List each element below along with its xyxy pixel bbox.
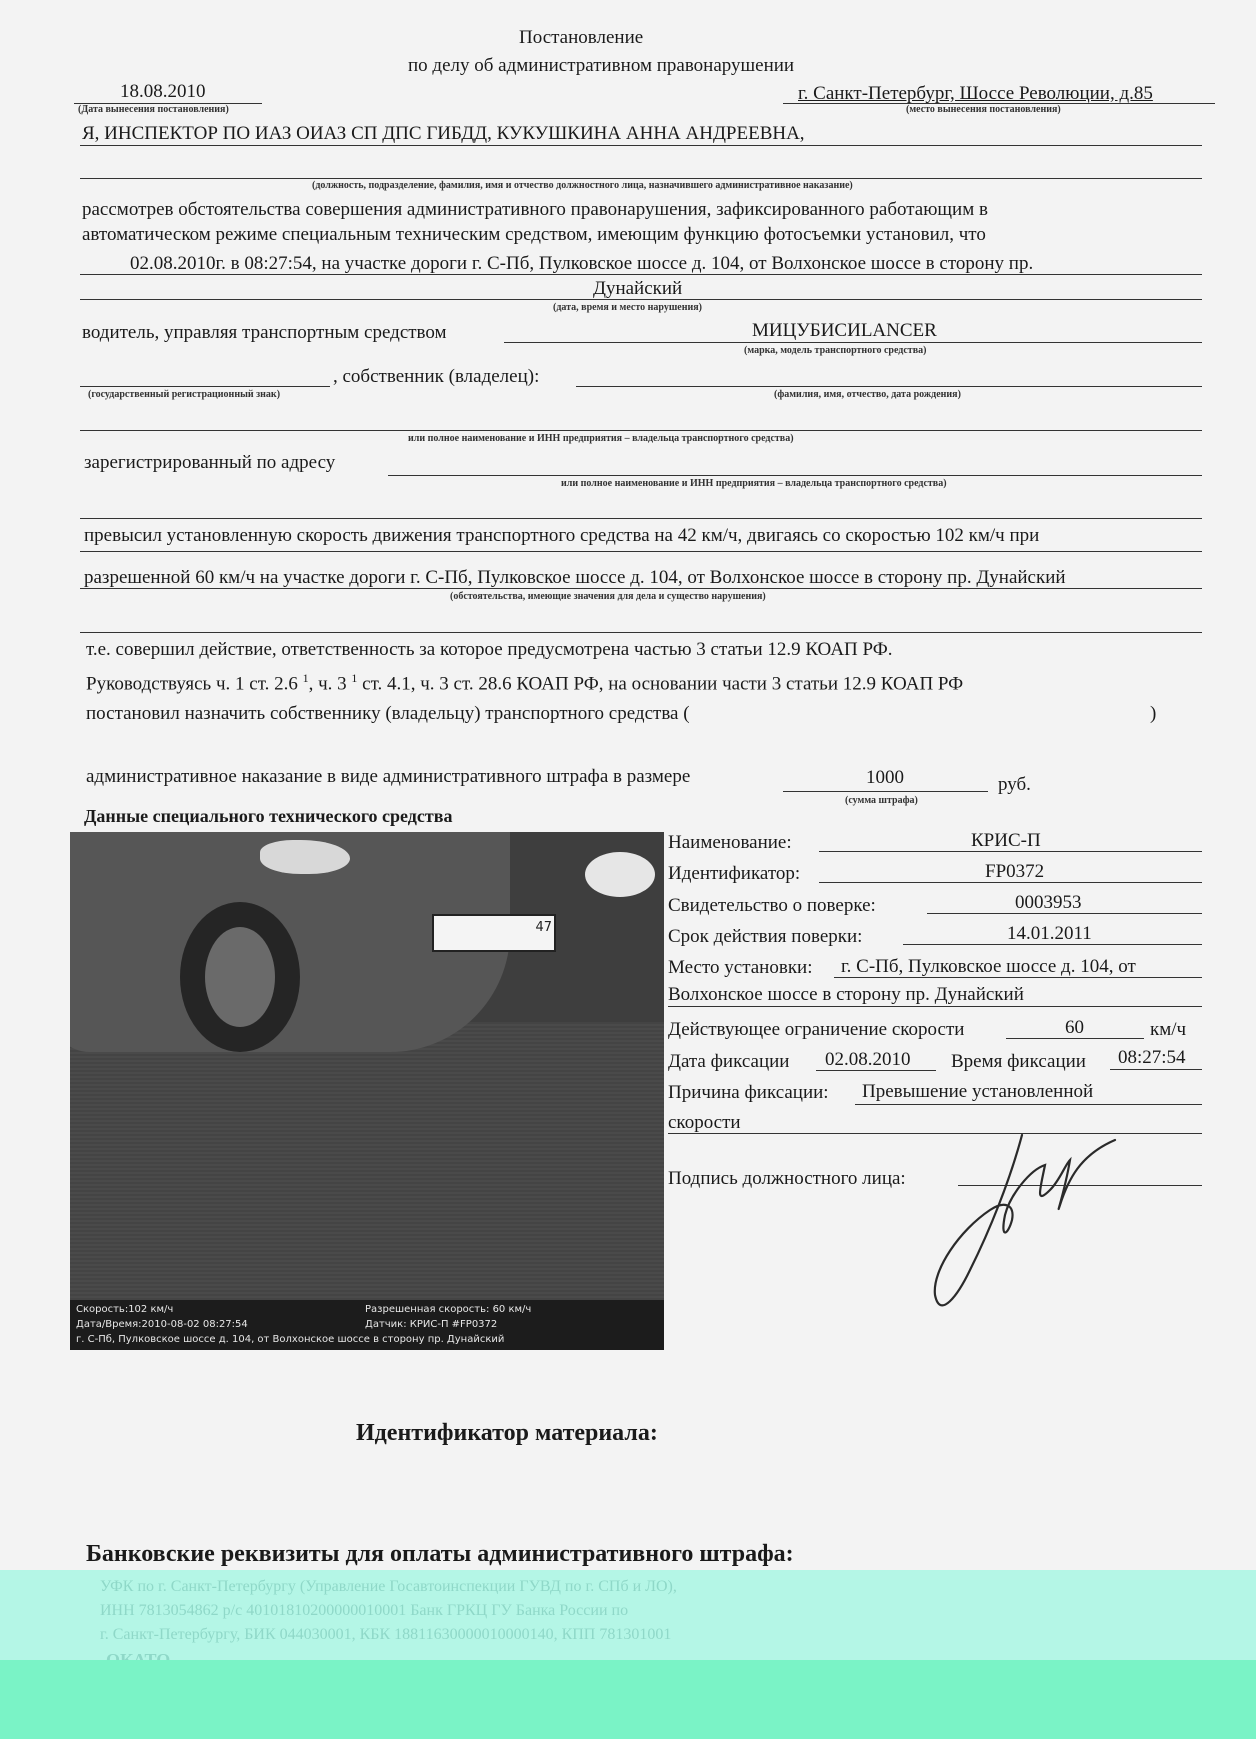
decision-line: постановил назначить собственнику (владельцу) транспортного средства ( (86, 703, 690, 724)
bank-line-3: г. Санкт-Петербургу, БИК 044030001, КБК 18811630000010000140, КПП 781301001 (100, 1626, 672, 1643)
speed-limit-label: Действующее ограничение скорости (668, 1019, 965, 1040)
material-id-label: Идентификатор материала: (356, 1420, 658, 1446)
photo-caption: Скорость:102 км/ч Дата/Время:2010-08-02 08:27:54 г. С-Пб, Пулковское шоссе д. 104, от Волхонское шоссе в сторону пр. Дунайский Разрешенная скорость: 60 км/ч Датчик: КРИС-П #FP0372 (70, 1300, 664, 1350)
vehicle-caption: (марка, модель транспортного средства) (744, 345, 927, 356)
bank-line-2: ИНН 7813054862 р/с 40101810200000010001 Банк ГРКЦ ГУ Банка России по (100, 1602, 629, 1619)
speed-line-1: превысил установленную скорость движения транспортного средства на 42 км/ч, двигаясь со скоростью 102 км/ч при (84, 525, 1040, 546)
reason-line-2: скорости (668, 1112, 741, 1133)
reason-line-1: Превышение установленной (862, 1081, 1094, 1102)
valid-label: Срок действия поверки: (668, 926, 863, 947)
law-line: Руководствуясь ч. 1 ст. 2.6 $^1$, ч. 3 $^1$ ст. 4.1, ч. 3 ст. 28.6 КОАП РФ, на основании части 3 статьи 12.9 КОАП РФ (86, 671, 964, 695)
document-title: Постановление (519, 27, 644, 48)
plate-caption: (государственный регистрационный знак) (88, 389, 281, 400)
speed-limit: 60 (1065, 1017, 1084, 1038)
owner-caption: (фамилия, имя, отчество, дата рождения) (774, 389, 961, 400)
signature-label: Подпись должностного лица: (668, 1168, 906, 1189)
reason-label: Причина фиксации: (668, 1082, 829, 1103)
device-heading: Данные специального технического средства (84, 806, 453, 826)
company-caption: или полное наименование и ИНН предприятия – владельца транспортного средства) (408, 433, 794, 444)
camera-photo (70, 832, 664, 1350)
cert-label: Свидетельство о поверке: (668, 895, 876, 916)
fix-time-label: Время фиксации (951, 1051, 1086, 1072)
speed-limit-unit: км/ч (1150, 1019, 1187, 1040)
issue-place: г. Санкт-Петербург, Шоссе Революции, д.85 (798, 83, 1153, 104)
violation-line-1: 02.08.2010г. в 08:27:54, на участке дороги г. С-Пб, Пулковское шоссе д. 104, от Волхонское шоссе в сторону пр. (130, 253, 1034, 274)
fine-amount: 1000 (866, 767, 904, 788)
driver-label: водитель, управляя транспортным средством (82, 322, 447, 343)
valid-date: 14.01.2011 (1007, 923, 1092, 944)
paragraph-line-2: автоматическом режиме специальным техническим средством, имеющим функцию фотосъемки установил, что (82, 224, 986, 245)
vehicle-model: МИЦУБИСИLANCER (752, 320, 937, 341)
location-label: Место установки: (668, 957, 813, 978)
violation-line-2: Дунайский (593, 278, 683, 299)
decision-close: ) (1150, 703, 1157, 724)
paragraph-line-1: рассмотрев обстоятельства совершения административного правонарушения, зафиксированного работающим в (82, 199, 988, 220)
issue-date-caption: (Дата вынесения постановления) (78, 104, 229, 115)
address-label: зарегистрированный по адресу (84, 452, 336, 473)
device-id: FP0372 (985, 861, 1045, 882)
device-id-label: Идентификатор: (668, 863, 801, 884)
fine-caption: (сумма штрафа) (845, 795, 918, 806)
fix-time: 08:27:54 (1118, 1047, 1186, 1068)
owner-label: , собственник (владелец): (333, 366, 540, 387)
device-name-label: Наименование: (668, 832, 792, 853)
inspector-line: Я, ИНСПЕКТОР ПО ИАЗ ОИАЗ СП ДПС ГИБДД, КУКУШКИНА АННА АНДРЕЕВНА, (82, 123, 805, 144)
speed-line-2: разрешенной 60 км/ч на участке дороги г. С-Пб, Пулковское шоссе д. 104, от Волхонское шоссе в сторону пр. Дунайский (84, 567, 1066, 588)
violation-caption: (дата, время и место нарушения) (553, 302, 702, 313)
bank-details-block (0, 1570, 1256, 1660)
fine-unit: руб. (998, 774, 1031, 795)
cert-number: 0003953 (1015, 892, 1082, 913)
fix-date-label: Дата фиксации (668, 1051, 790, 1072)
act-line: т.е. совершил действие, ответственность за которое предусмотрена частью 3 статьи 12.9 КОАП РФ. (86, 639, 893, 660)
issue-place-caption: (место вынесения постановления) (906, 104, 1061, 115)
bank-heading: Банковские реквизиты для оплаты административного штрафа: (86, 1541, 794, 1567)
fix-date: 02.08.2010 (825, 1049, 911, 1070)
speed-caption: (обстоятельства, имеющие значения для дела и существо нарушения) (450, 591, 766, 602)
license-plate: 47 (432, 914, 556, 952)
address-caption: или полное наименование и ИНН предприятия – владельца транспортного средства) (561, 478, 947, 489)
location-line-1: г. С-Пб, Пулковское шоссе д. 104, от (841, 956, 1136, 977)
fine-label: административное наказание в виде административного штрафа в размере (86, 766, 691, 787)
device-name: КРИС-П (971, 830, 1041, 851)
document-subtitle: по делу об административном правонарушении (408, 55, 795, 76)
signature-image (920, 1120, 1130, 1320)
bank-line-1: УФК по г. Санкт-Петербургу (Управление Госавтоинспекции ГУВД по г. СПб и ЛО), (100, 1578, 677, 1595)
inspector-caption: (должность, подразделение, фамилия, имя и отчество должностного лица, назначившего административное наказание) (312, 180, 853, 191)
location-line-2: Волхонское шоссе в сторону пр. Дунайский (668, 984, 1024, 1005)
bank-details-overlay (0, 1660, 1256, 1739)
issue-date: 18.08.2010 (120, 81, 206, 102)
